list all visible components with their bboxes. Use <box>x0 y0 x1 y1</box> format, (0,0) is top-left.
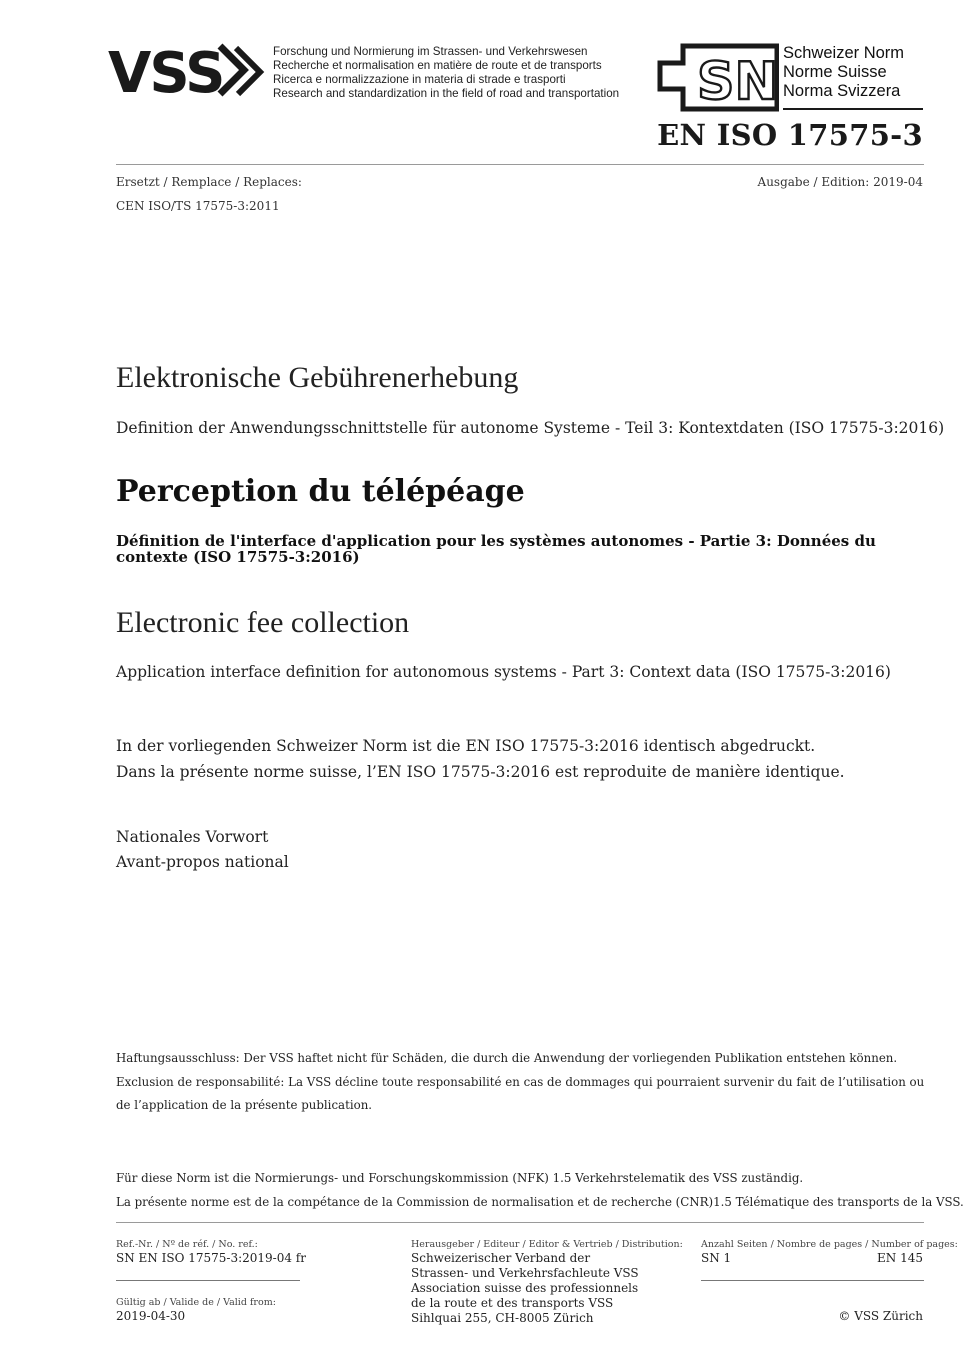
publisher-address <box>411 1251 639 1326</box>
pages-sn: SN 1 <box>701 1251 732 1265</box>
footer-divider <box>116 1222 924 1223</box>
publisher-line: Strassen- und Verkehrsfachleute VSS <box>411 1266 639 1280</box>
sn-name-it: Norma Svizzera <box>783 82 901 100</box>
sn-logo <box>657 43 779 117</box>
subtitle-fr: Définition de l'interface d'application pour les systèmes autonomes - Partie 3: Données du contexte (ISO 17575-3:2016) <box>116 532 876 566</box>
header-divider <box>116 164 924 165</box>
ref-value: SN EN ISO 17575-3:2019-04 fr <box>116 1251 306 1265</box>
sn-name-de: Schweizer Norm <box>783 44 905 62</box>
disclaimer-de: Haftungsausschluss: Der VSS haftet nicht für Schäden, die durch die Anwendung der vorliegenden Publikation entstehen können. <box>116 1051 898 1065</box>
title-en: Electronic fee collection <box>116 606 410 639</box>
sn-logo-text: SN <box>697 52 778 112</box>
vss-tagline-de: Forschung und Normierung im Strassen- und Verkehrswesen <box>273 45 588 58</box>
pages-en: EN 145 <box>877 1251 923 1265</box>
vss-tagline-it: Ricerca e normalizzazione in materia di strade e trasporti <box>273 73 566 86</box>
identical-note-fr: Dans la présente norme suisse, l’EN ISO 17575-3:2016 est reproduite de manière identique. <box>116 763 845 781</box>
sn-underline <box>783 108 923 110</box>
title-fr: Perception du télépéage <box>116 474 525 509</box>
replaces-label: Ersetzt / Remplace / Replaces: <box>116 175 302 189</box>
vss-tagline-fr: Recherche et normalisation en matière de route et de transports <box>273 59 602 72</box>
foreword-fr: Avant-propos national <box>116 853 289 871</box>
vss-logo-text: VSS <box>108 41 224 100</box>
title-de: Elektronische Gebührenerhebung <box>116 361 519 394</box>
copyright: © VSS Zürich <box>838 1309 923 1323</box>
valid-value: 2019-04-30 <box>116 1309 186 1323</box>
valid-label: Gültig ab / Valide de / Valid from: <box>116 1297 276 1308</box>
publisher-line: Association suisse des professionnels <box>411 1281 639 1295</box>
edition-label: Ausgabe / Edition: 2019-04 <box>757 175 923 189</box>
subtitle-en: Application interface definition for autonomous systems - Part 3: Context data (ISO 17575-3:2016) <box>116 663 891 681</box>
disclaimer-fr-line2: de l’application de la présente publication. <box>116 1098 373 1112</box>
vss-tagline-en: Research and standardization in the field of road and transportation <box>273 87 620 100</box>
vss-logo <box>108 40 268 104</box>
vss-taglines <box>273 45 619 101</box>
publisher-line: Schweizerischer Verband der <box>411 1251 591 1265</box>
publisher-line: Sihlquai 255, CH-8005 Zürich <box>411 1311 594 1325</box>
identical-note-de: In der vorliegenden Schweizer Norm ist die EN ISO 17575-3:2016 identisch abgedruckt. <box>116 737 816 755</box>
replaces-value: CEN ISO/TS 17575-3:2011 <box>116 199 280 213</box>
publisher-label: Herausgeber / Editeur / Editor & Vertrieb / Distribution: <box>411 1239 683 1250</box>
responsibility-fr: La présente norme est de la compétance de la Commission de normalisation et de recherche (CNR)1.5 Télématique des transports de la VSS. <box>116 1195 964 1209</box>
foreword-de: Nationales Vorwort <box>116 828 269 846</box>
ref-rule <box>116 1280 300 1281</box>
disclaimer-fr-line1: Exclusion de responsabilité: La VSS décline toute responsabilité en cas de dommages qui pourraient survenir du fait de l’utilisation ou <box>116 1075 925 1089</box>
pages-rule <box>701 1280 924 1281</box>
sn-names <box>783 44 904 101</box>
subtitle-de: Definition der Anwendungsschnittstelle für autonome Systeme - Teil 3: Kontextdaten (ISO 17575-3:2016) <box>116 419 945 437</box>
standard-number: EN ISO 17575-3 <box>657 118 923 152</box>
pages-label: Anzahl Seiten / Nombre de pages / Number of pages: <box>701 1239 958 1250</box>
ref-label: Ref.-Nr. / Nº de réf. / No. ref.: <box>116 1239 258 1250</box>
responsibility-de: Für diese Norm ist die Normierungs- und Forschungskommission (NFK) 1.5 Verkehrstelematik des VSS zuständig. <box>116 1171 804 1185</box>
publisher-line: de la route et des transports VSS <box>411 1296 614 1310</box>
sn-name-fr: Norme Suisse <box>783 63 887 81</box>
